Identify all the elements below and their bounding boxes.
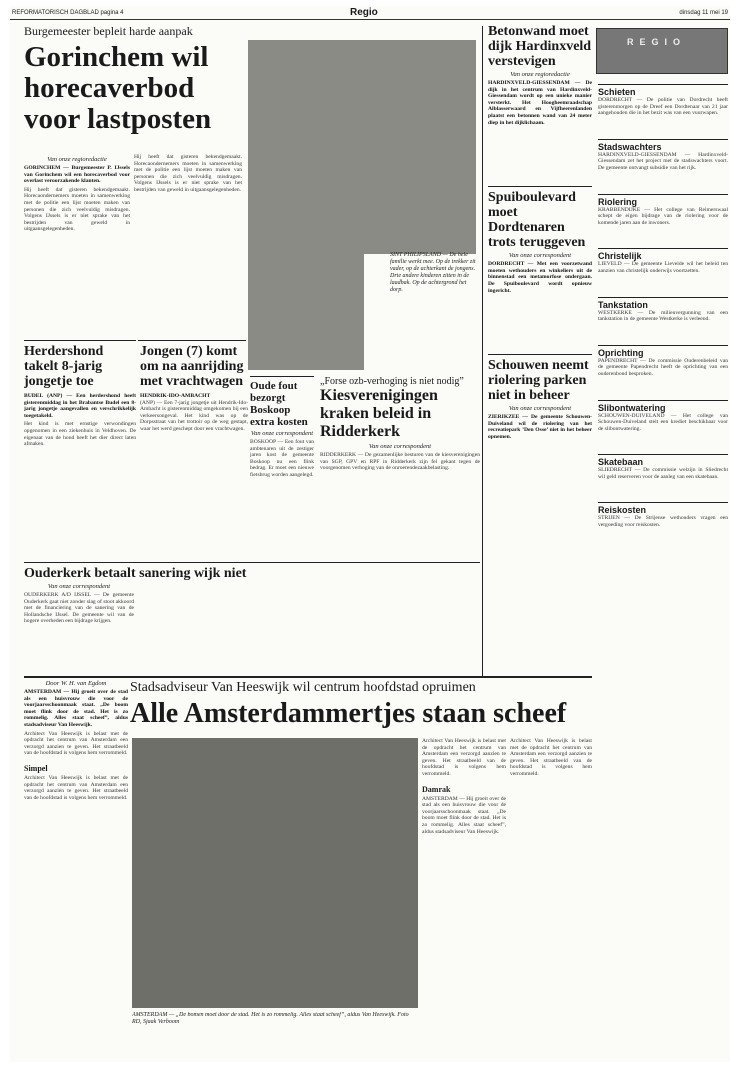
story-d — [320, 376, 480, 558]
sidebar-section — [598, 248, 728, 274]
photo-caption-box — [390, 252, 476, 370]
bottom-caption: AMSTERDAM — „De bomen moet door de stad. Het is zo rommelig. Alles staat scheef”, aldus Van Heeswijk. Foto RD, Sjaak Verboom — [132, 1012, 409, 1025]
header-date: dinsdag 11 mei 19 — [679, 10, 728, 16]
bottom-body-2: Architect Van Heeswijk is belast met de opdracht het centrum van Amsterdam een verzorgd aanzien te geven. Het straatbeeld van de hoofdstad is volgens hem verrommeld. — [24, 774, 128, 801]
bottom-body-5: Architect Van Heeswijk is belast met de opdracht het centrum van Amsterdam een verzorgd aanzien te geven. Het straatbeeld van de hoofdstad is volgens hem verrommeld. — [510, 738, 592, 777]
story-e — [24, 566, 480, 670]
sidebar-text: STRIJEN — De Strijense wethouders vragen een vergoeding voor reiskosten. — [598, 515, 728, 529]
right-title-2: Spuiboulevard moet Dordtenaren trots teruggeven — [488, 186, 592, 250]
sidebar-text: HARDINXVELD-GIESSENDAM — Hardinxveld-Giessendam zet het project met de stadswachters voort. De gemeente ontvangt subsidie van het rijk. — [598, 151, 728, 171]
amsterdam-photo — [132, 738, 418, 1008]
main-col-1 — [24, 154, 130, 334]
story-a-lead: BUDEL (ANP) — Een herdershond heeft gisterenmiddag in het Brabantse Budel een 8-jarig jongetje aangevallen en verschrikkelijk toegetakeld. — [24, 393, 136, 419]
story-a — [24, 344, 136, 558]
right-title-3: Schouwen neemt riolering parken niet in beheer — [488, 354, 592, 403]
bottom-body-4: AMSTERDAM — Hij groeit over de stad als een huisvrouw die voor de voorjaarsschoonmaak staat. „De boom moet flink door de stad. Het is zo rommelig. Alles staat scheef”, aldus stadsadviseur Van Heeswijk. — [422, 795, 506, 835]
bottom-lead: AMSTERDAM — Hij groeit over de stad als een huisvrouw die voor de voorjaarsschoonmaak staat. „De boom moet flink door de stad. Het is zo rommelig. Alles staat scheef”, aldus stadsadviseur Van Heeswijk. — [24, 689, 128, 728]
main-lead: GORINCHEM — Burgemeester P. IJssels van Gorinchem wil een horecaverbod voor overlast veroorzakende klanten. — [24, 165, 130, 185]
main-title-box — [24, 42, 244, 150]
sidebar-section — [598, 84, 728, 117]
bottom-col-3 — [422, 738, 506, 1058]
right-column — [488, 24, 592, 670]
tractor-photo — [248, 40, 364, 370]
story-d-body: RIDDERKERK — De gezamenlijke besturen van de kiesverenigingen van SGP, GPV en RPF in Ridderkerk zijn fel gekant tegen de voorgenomen verhoging van de onroerendezaakbelasting. — [320, 452, 480, 472]
right-body: HARDINXVELD-GIESSENDAM — De dijk in het centrum van Hardinxveld-Giessendam wordt op een unieke manier versterkt. Het Hoogheemraadschap Alblasserwaard en Vijfheerenlanden plaatst een betonnen wand van 24 meter diep in het dijklichaam. — [488, 80, 592, 126]
story-d-byline: Van onze correspondent — [368, 443, 432, 450]
regio-logo-text: REGIO — [627, 37, 687, 47]
main-body-cont: Hij heeft dat gisteren bekendgemaakt. Horecaondernemers moeten in samenwerking met de politie een lijst moeten maken van personen die zich veelvuldig misdragen. Volgens IJssels is er niet sprake van het bestrijden van geweld in uitgaansgelegenheden. — [134, 154, 242, 193]
sidebar-text: LIEVELD — De gemeente Lievelde wil het beleid ten aanzien van christelijk onderwijs voortzetten. — [598, 261, 728, 274]
sidebar — [598, 80, 728, 1060]
story-a-body: Het kind is met ernstige verwondingen opgenomen in een ziekenhuis in Veldhoven. De eigenaar van de hond heeft het dier direct laten afmaken. — [24, 421, 136, 448]
header-left: REFORMATORISCH DAGBLAD pagina 4 — [12, 10, 124, 16]
sidebar-section — [598, 194, 728, 227]
main-body: Hij heeft dat gisteren bekendgemaakt. Horecaondernemers moeten in samenwerking met de politie een lijst moeten maken van personen die zich veelvuldig misdragen. Volgens IJssels is er niet sprake van het bestrijden van geweld in uitgaansgelegenheden. — [24, 186, 130, 233]
sidebar-title: Stadswachters — [598, 139, 728, 152]
main-byline: Van onze regioredactie — [47, 156, 107, 163]
sidebar-text: WESTKERKE — De milieuvergunning van een tankstation in de gemeente Westkerke is verleend. — [598, 309, 728, 323]
page-header — [10, 6, 730, 20]
bottom-title-box — [130, 698, 592, 734]
story-c-title: Oude fout bezorgt Boskoop extra kosten — [250, 380, 308, 428]
story-d-title: Kiesverenigingen kraken beleid in Ridderkerk — [320, 387, 438, 440]
divider — [250, 376, 314, 377]
sidebar-title: Tankstation — [598, 297, 728, 310]
bottom-subhead: Simpel — [24, 763, 48, 773]
sidebar-section — [598, 139, 728, 172]
story-e-body: OUDERKERK A/D IJSSEL — De gemeente Ouderkerk gaat niet zonder slag of stoot akkoord met de financiering van de sanering van de Hollandsche IJssel. De gemeente wil van de hogere overheden een bijdrage krijgen. — [24, 592, 134, 625]
newspaper-page — [10, 6, 730, 1062]
right-byline-3: Van onze correspondent — [508, 405, 572, 413]
story-b-body: (ANP) — Een 7-jarig jongetje uit Hendrik-Ido-Ambacht is gisterenmiddag omgekomen bij een verkeersongeval. Het kind was op de Dorpsstraat van het trottoir op de weg gestapt, waar het werd geschept door een vrachtwagen. — [140, 399, 248, 432]
story-c-body: BOSKOOP — Een fout van ambtenaren uit de zestiger jaren kost de gemeente Boskoop nu een flink bedrag. Er moet een nieuwe fietsbrug worden aangelegd. — [250, 439, 314, 478]
sidebar-text: KRABBENDIJKE — Het college van Reimerswaal schept de eigen bijdrage van de riolering voor de komende jaren aan de inwoners. — [598, 206, 728, 226]
sidebar-text: PAPENDRECHT — De commissie Ouderenbeleid van de gemeente Papendrecht heeft de oprichting van een ouderenbond besproken. — [598, 357, 728, 377]
right-title: Betonwand moet dijk Hardinxveld verstevigen — [488, 24, 592, 69]
right-byline-2: Van onze correspondent — [508, 252, 572, 260]
bottom-col-4 — [510, 738, 592, 1058]
tractor-photo-right — [364, 40, 476, 254]
sidebar-title: Christelijk — [598, 248, 728, 261]
sidebar-title: Oprichting — [598, 345, 728, 358]
sidebar-section — [598, 502, 728, 528]
right-body-2: DORDRECHT — Met een voorzetwand moeten wethouders en winkeliers uit de binnenstad een metamorfose ondergaan. De Spuiboulevard wordt opnieuw ingericht. — [488, 261, 592, 294]
story-c-byline: Van onze correspondent — [250, 430, 314, 437]
story-d-kicker: „Forse ozb-verhoging is niet nodig” — [320, 376, 464, 387]
column-rule — [482, 26, 483, 676]
sidebar-text: SLIEDRECHT — De commissie welzijn in Sliedrecht wil geld reserveren voor de aanleg van een skatebaan. — [598, 467, 728, 480]
divider — [24, 562, 480, 563]
right-body-3: ZIERIKZEE — De gemeente Schouwen-Duiveland wil de riolering van het recreatiepark ’Den Osse’ niet in het beheer opnemen. — [488, 414, 592, 440]
main-col-2 — [134, 154, 242, 334]
sidebar-text: DORDRECHT — De politie van Dordrecht heeft gisterenmorgen op de Dreef een Dordtenaar van 21 jaar aangehouden die in het bezit was van een vuurwapen. — [598, 97, 728, 117]
story-b-title: Jongen (7) komt om na aanrijding met vrachtwagen — [140, 344, 244, 389]
story-c — [250, 380, 314, 558]
story-b-byline: HENDRIK-IDO-AMBACHT — [140, 393, 211, 399]
sidebar-title: Reiskosten — [598, 502, 728, 515]
sidebar-section — [598, 297, 728, 323]
photo-caption: SINT PHILIPSLAND — De hele familie werkt mee. Op de trekker zit vader, op de achterkant de jongens. Drie andere kinderen zitten in de laadbak. Op de achtergrond het dorp. — [390, 252, 476, 293]
bottom-title: Alle Amsterdammertjes staan scheef — [130, 698, 567, 729]
main-title: Gorinchem wil horecaverbod voor lastposten — [24, 42, 212, 135]
divider — [24, 340, 136, 341]
sidebar-title: Riolering — [598, 194, 728, 207]
bottom-body: Architect Van Heeswijk is belast met de opdracht het centrum van Amsterdam een verzorgd aanzien te geven. Het straatbeeld van de hoofdstad is volgens hem verrommeld. — [24, 730, 128, 757]
bottom-subhead-2: Damrak — [422, 784, 451, 794]
story-a-title: Herdershond takelt 8-jarig jongetje toe — [24, 344, 104, 389]
story-b — [140, 344, 248, 558]
sidebar-title: Slibontwatering — [598, 400, 728, 413]
bottom-body-3: Architect Van Heeswijk is belast met de opdracht het centrum van Amsterdam een verzorgd aanzien te geven. Het straatbeeld van de hoofdstad is volgens hem verrommeld. — [422, 738, 506, 777]
story-e-title: Ouderkerk betaalt sanering wijk niet — [24, 566, 247, 581]
sidebar-section — [598, 454, 728, 480]
sidebar-section — [598, 400, 728, 433]
sidebar-section — [598, 345, 728, 378]
sidebar-title: Schieten — [598, 84, 728, 97]
header-section: Regio — [350, 7, 378, 18]
story-e-byline: Van onze correspondent — [47, 583, 111, 590]
bottom-kicker: Stadsadviseur Van Heeswijk wil centrum hoofdstad opruimen — [130, 680, 476, 695]
right-byline: Van onze regioredactie — [510, 71, 570, 78]
regio-logo — [596, 28, 728, 74]
main-kicker: Burgemeester bepleit harde aanpak — [24, 24, 193, 38]
bottom-byline: Door W. H. van Egdom — [45, 680, 107, 687]
bottom-caption-box — [132, 1012, 418, 1036]
sidebar-title: Skatebaan — [598, 454, 728, 467]
bottom-col-1 — [24, 678, 128, 1058]
divider — [138, 340, 246, 341]
sidebar-text: SCHOUWEN-DUIVELAND — Het college van Schouwen-Duiveland stelt een krediet beschikbaar voor de slibontwatering. — [598, 412, 728, 432]
